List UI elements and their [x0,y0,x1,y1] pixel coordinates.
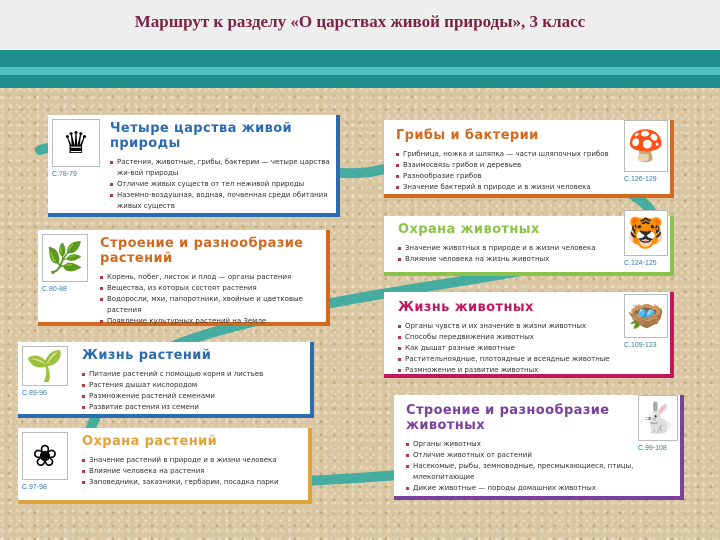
hare-icon: 🐇 [638,395,678,441]
list-item: Водоросли, мхи, папоротники, хвойные и цветковые растения [100,294,322,316]
page-ref: С.124-125 [624,260,657,267]
card-animal-structure [394,395,684,500]
page-ref: С.126-129 [624,176,657,183]
list-item: Грибница, ножка и шляпка — части шляпочных грибов [396,149,618,160]
list-item: Органы чувств и их значение в жизни животных [398,321,620,332]
list-item: Отличие животных от растений [406,450,634,461]
card-title-line-1: Охрана животных [398,222,540,237]
list-item: Насекомые, рыбы, земноводные, пресмыкающиеся, птицы, млекопитающие [406,461,634,483]
card-title-line-1: Жизнь растений [82,348,212,363]
page-ref: С.99-108 [638,445,667,452]
card-plant-structure [38,230,330,326]
mushroom-icon: 🍄 [624,120,668,172]
lily-icon: ❀ [22,432,68,480]
page-ref: С.89-96 [22,390,47,397]
card-title-line-2: животных [406,418,486,433]
card-plant-life [18,342,314,418]
list-item: Как дышат разные животные [398,343,620,354]
list-item: Значение животных в природе и в жизни человека [398,243,620,254]
list-item: Влияние человека на растения [82,466,304,477]
sprout-icon: 🌱 [22,346,68,386]
nest-icon: 🪺 [624,294,668,338]
card-animal-protection [384,216,674,276]
list-item: Вещества, из которых состоят растения [100,283,322,294]
route-panel [0,50,720,540]
card-title-line-2: природы [110,136,181,151]
card-fungi-bacteria [384,120,674,198]
card-title-line-1: Строение и разнообразие [100,236,304,251]
list-item: Растительноядные, плотоядные и всеядные животные [398,354,620,365]
card-title-line-1: Грибы и бактерии [396,128,539,143]
list-item: Органы животных [406,439,634,450]
crown-icon: ♛ [52,119,100,167]
plant-icon: 🌿 [42,234,88,282]
list-item: Дикие животные — породы домашних животных [406,483,634,494]
card-plant-protection [18,428,312,504]
list-item: Влияние человека на жизнь животных [398,254,620,265]
list-item: Взаимосвязь грибов и деревьев [396,160,618,171]
page-ref: С.78-79 [52,171,77,178]
list-item: Значение бактерий в природе и в жизни человека [396,182,618,193]
card-animal-life [384,292,674,378]
list-item: Растения дышат кислородом [82,380,304,391]
list-item: Разнообразие грибов [396,171,618,182]
list-item: Размножение растений семенами [82,391,304,402]
page-ref: С.80-88 [42,286,67,293]
page-ref: С.97-98 [22,484,47,491]
page-ref: С.109-123 [624,342,657,349]
list-item: Размножение и развитие животных [398,365,620,376]
list-item: Развитие растения из семени [82,402,304,413]
list-item: Заповедники, заказники, гербарии, посадка парки [82,477,304,488]
card-title-line-1: Жизнь животных [398,300,534,315]
card-title-line-2: растений [100,251,173,266]
list-item: Корень, побег, листок и плод — органы растения [100,272,322,283]
card-title-line-1: Строение и разнообразие [406,403,610,418]
list-item: Значение растений в природе и в жизни человека [82,455,304,466]
tiger-icon: 🐯 [624,210,668,256]
card-title-line-1: Четыре царства живой [110,121,293,136]
list-item: Появление культурных растений на Земле [100,316,322,327]
list-item: Наземно-воздушная, водная, почвенная среди обитания живых существ [110,190,330,212]
list-item: Питание растений с помощью корня и листьев [82,369,304,380]
page-title: Маршрут к разделу «О царствах живой природы», 3 класс [134,12,586,31]
list-item: Способы передвижения животных [398,332,620,343]
card-title-line-1: Охрана растений [82,434,218,449]
list-item: Растения, животные, грибы, бактерии — четыре царства жи-вой природы [110,157,330,179]
card-four-kingdoms [48,115,340,217]
list-item: Отличие живых существ от тел неживой природы [110,179,330,190]
